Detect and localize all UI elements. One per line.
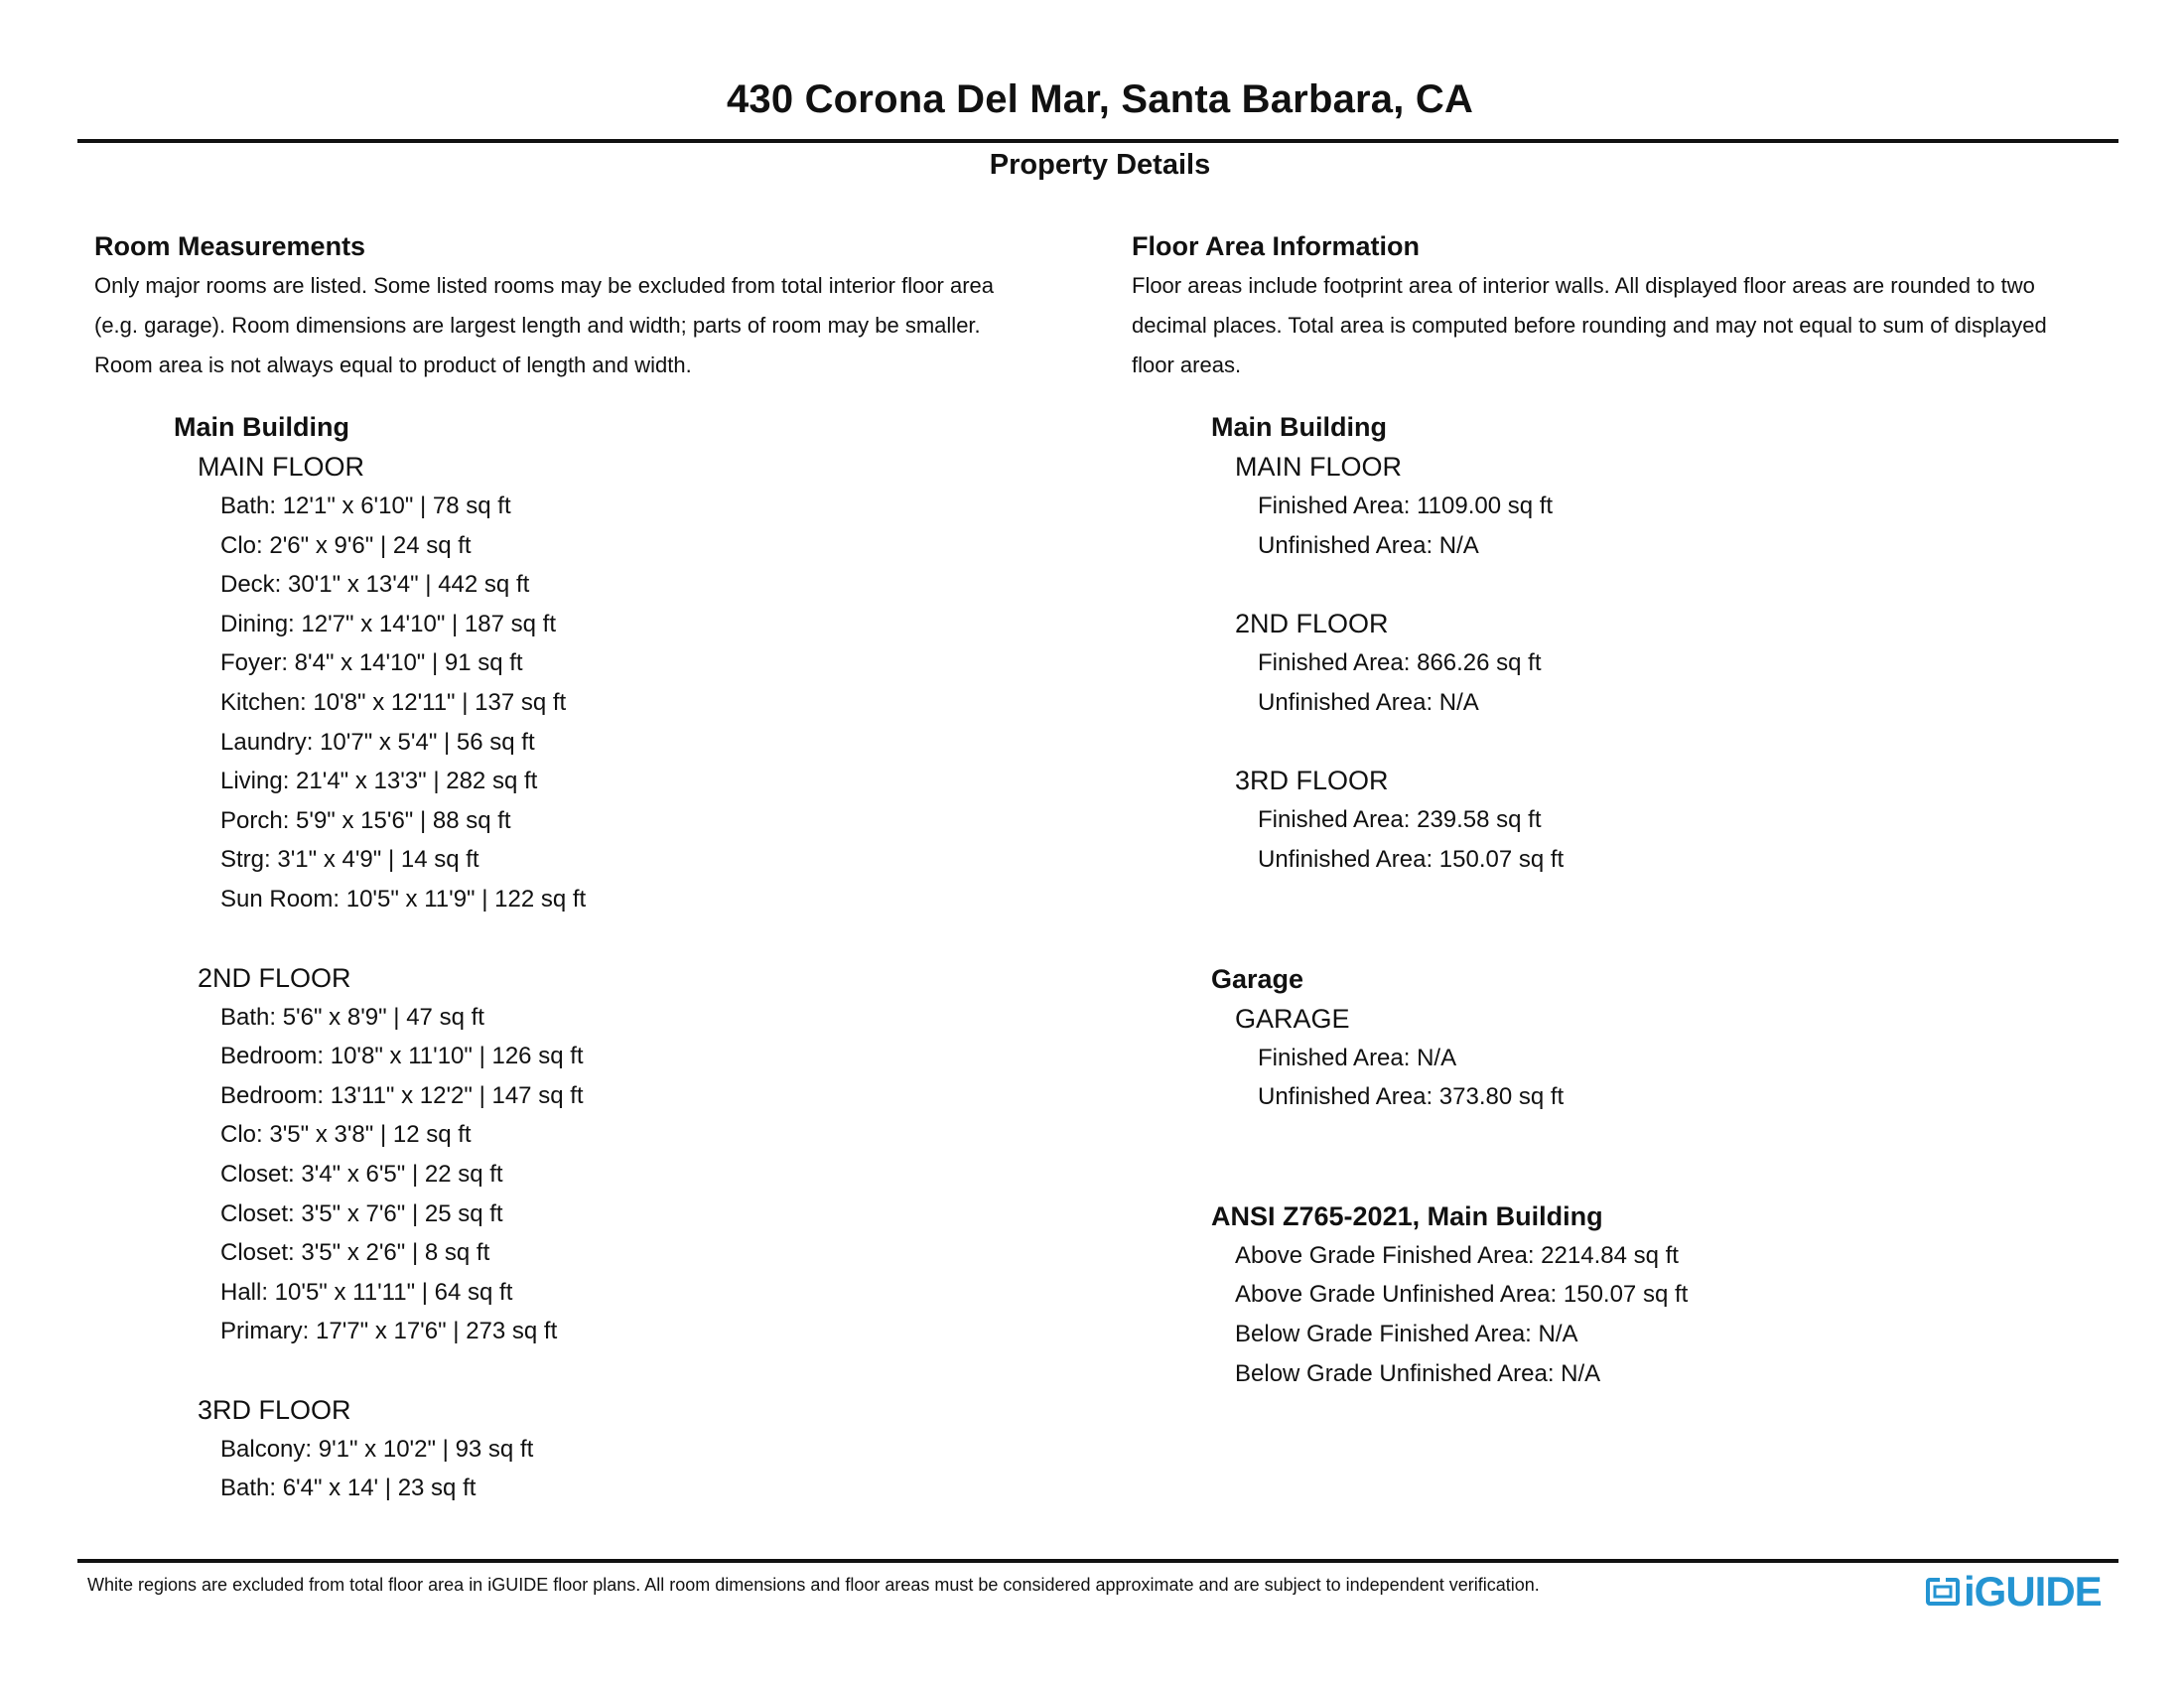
spacer: [94, 1351, 1087, 1390]
room-row: Closet: 3'4" x 6'5" | 22 sq ft: [220, 1160, 503, 1188]
room-measurements-desc-line: Room area is not always equal to product of length and width.: [94, 352, 692, 377]
room-measurements-heading: Room Measurements: [94, 231, 366, 261]
unfinished-area: Unfinished Area: N/A: [1258, 531, 1479, 559]
room-row: Dining: 12'7" x 14'10" | 187 sq ft: [220, 610, 556, 637]
ansi-row: Above Grade Finished Area: 2214.84 sq ft: [1235, 1241, 1679, 1269]
floor-area-section: [1132, 226, 2134, 1393]
floor-heading: MAIN FLOOR: [1235, 452, 1403, 482]
floor-heading: 2ND FLOOR: [198, 962, 351, 993]
finished-area: Finished Area: N/A: [1258, 1044, 1457, 1071]
room-row: Porch: 5'9" x 15'6" | 88 sq ft: [220, 806, 511, 834]
room-row: Closet: 3'5" x 7'6" | 25 sq ft: [220, 1199, 503, 1227]
floor-heading: MAIN FLOOR: [198, 452, 365, 482]
room-measurements-desc-line: (e.g. garage). Room dimensions are largest length and width; parts of room may be smaller.: [94, 313, 981, 338]
finished-area: Finished Area: 239.58 sq ft: [1258, 806, 1542, 834]
floor-heading: 2ND FLOOR: [1235, 609, 1389, 639]
room-row: Primary: 17'7" x 17'6" | 273 sq ft: [220, 1318, 558, 1345]
page-subtitle: Property Details: [989, 149, 1211, 181]
header-divider: [77, 139, 2118, 143]
spacer: [1132, 880, 2134, 959]
room-row: Bath: 5'6" x 8'9" | 47 sq ft: [220, 1003, 484, 1031]
iguide-logo-text: iGUIDE: [1964, 1568, 2102, 1615]
floor-heading: 3RD FLOOR: [198, 1394, 351, 1425]
building-heading: Main Building: [1211, 412, 1387, 442]
room-row: Bath: 12'1" x 6'10" | 78 sq ft: [220, 492, 511, 519]
room-row: Clo: 3'5" x 3'8" | 12 sq ft: [220, 1121, 472, 1149]
room-row: Sun Room: 10'5" x 11'9" | 122 sq ft: [220, 885, 587, 913]
ansi-row: Below Grade Finished Area: N/A: [1235, 1320, 1578, 1347]
spacer: [94, 919, 1087, 958]
finished-area: Finished Area: 1109.00 sq ft: [1258, 492, 1554, 519]
ansi-row: Below Grade Unfinished Area: N/A: [1235, 1359, 1601, 1387]
spacer: [1132, 565, 2134, 604]
room-row: Clo: 2'6" x 9'6" | 24 sq ft: [220, 531, 472, 559]
floor-area-desc-line: floor areas.: [1132, 352, 1242, 377]
room-row: Living: 21'4" x 13'3" | 282 sq ft: [220, 768, 538, 795]
ansi-heading: ANSI Z765-2021, Main Building: [1211, 1200, 1603, 1231]
room-row: Bedroom: 10'8" x 11'10" | 126 sq ft: [220, 1043, 584, 1070]
iguide-logo: [1926, 1569, 2102, 1615]
room-row: Balcony: 9'1" x 10'2" | 93 sq ft: [220, 1435, 534, 1463]
building-heading: Main Building: [174, 412, 349, 442]
spacer: [1132, 1117, 2134, 1196]
room-row: Closet: 3'5" x 2'6" | 8 sq ft: [220, 1239, 490, 1267]
unfinished-area: Unfinished Area: N/A: [1258, 688, 1479, 716]
footer-divider: [77, 1559, 2118, 1563]
ansi-row: Above Grade Unfinished Area: 150.07 sq ft: [1235, 1281, 1689, 1309]
room-row: Laundry: 10'7" x 5'4" | 56 sq ft: [220, 728, 535, 756]
footer-note: White regions are excluded from total floor area in iGUIDE floor plans. All room dimensions and floor areas must be considered approximate and are subject to independent verification.: [87, 1575, 1540, 1595]
floor-area-desc-line: decimal places. Total area is computed before rounding and may not equal to sum of displayed: [1132, 313, 2047, 338]
floor-area-heading: Floor Area Information: [1132, 231, 1421, 261]
finished-area: Finished Area: 866.26 sq ft: [1258, 649, 1542, 677]
unfinished-area: Unfinished Area: 373.80 sq ft: [1258, 1083, 1565, 1111]
room-row: Hall: 10'5" x 11'11" | 64 sq ft: [220, 1278, 513, 1306]
unfinished-area: Unfinished Area: 150.07 sq ft: [1258, 845, 1565, 873]
room-measurements-section: [94, 226, 1087, 1508]
spacer: [1132, 722, 2134, 761]
room-row: Bedroom: 13'11" x 12'2" | 147 sq ft: [220, 1081, 584, 1109]
room-row: Kitchen: 10'8" x 12'11" | 137 sq ft: [220, 688, 567, 716]
floor-area-desc-line: Floor areas include footprint area of interior walls. All displayed floor areas are rounded to two: [1132, 273, 2035, 298]
iguide-logo-icon: [1926, 1576, 1960, 1608]
garage-heading: Garage: [1211, 963, 1304, 994]
room-row: Deck: 30'1" x 13'4" | 442 sq ft: [220, 571, 530, 599]
room-row: Strg: 3'1" x 4'9" | 14 sq ft: [220, 846, 479, 874]
room-row: Foyer: 8'4" x 14'10" | 91 sq ft: [220, 649, 523, 677]
floor-heading: 3RD FLOOR: [1235, 766, 1389, 796]
room-row: Bath: 6'4" x 14' | 23 sq ft: [220, 1475, 477, 1502]
page-title: 430 Corona Del Mar, Santa Barbara, CA: [726, 77, 1474, 121]
floor-heading: GARAGE: [1235, 1003, 1350, 1034]
room-measurements-desc-line: Only major rooms are listed. Some listed rooms may be excluded from total interior floor area: [94, 273, 995, 298]
